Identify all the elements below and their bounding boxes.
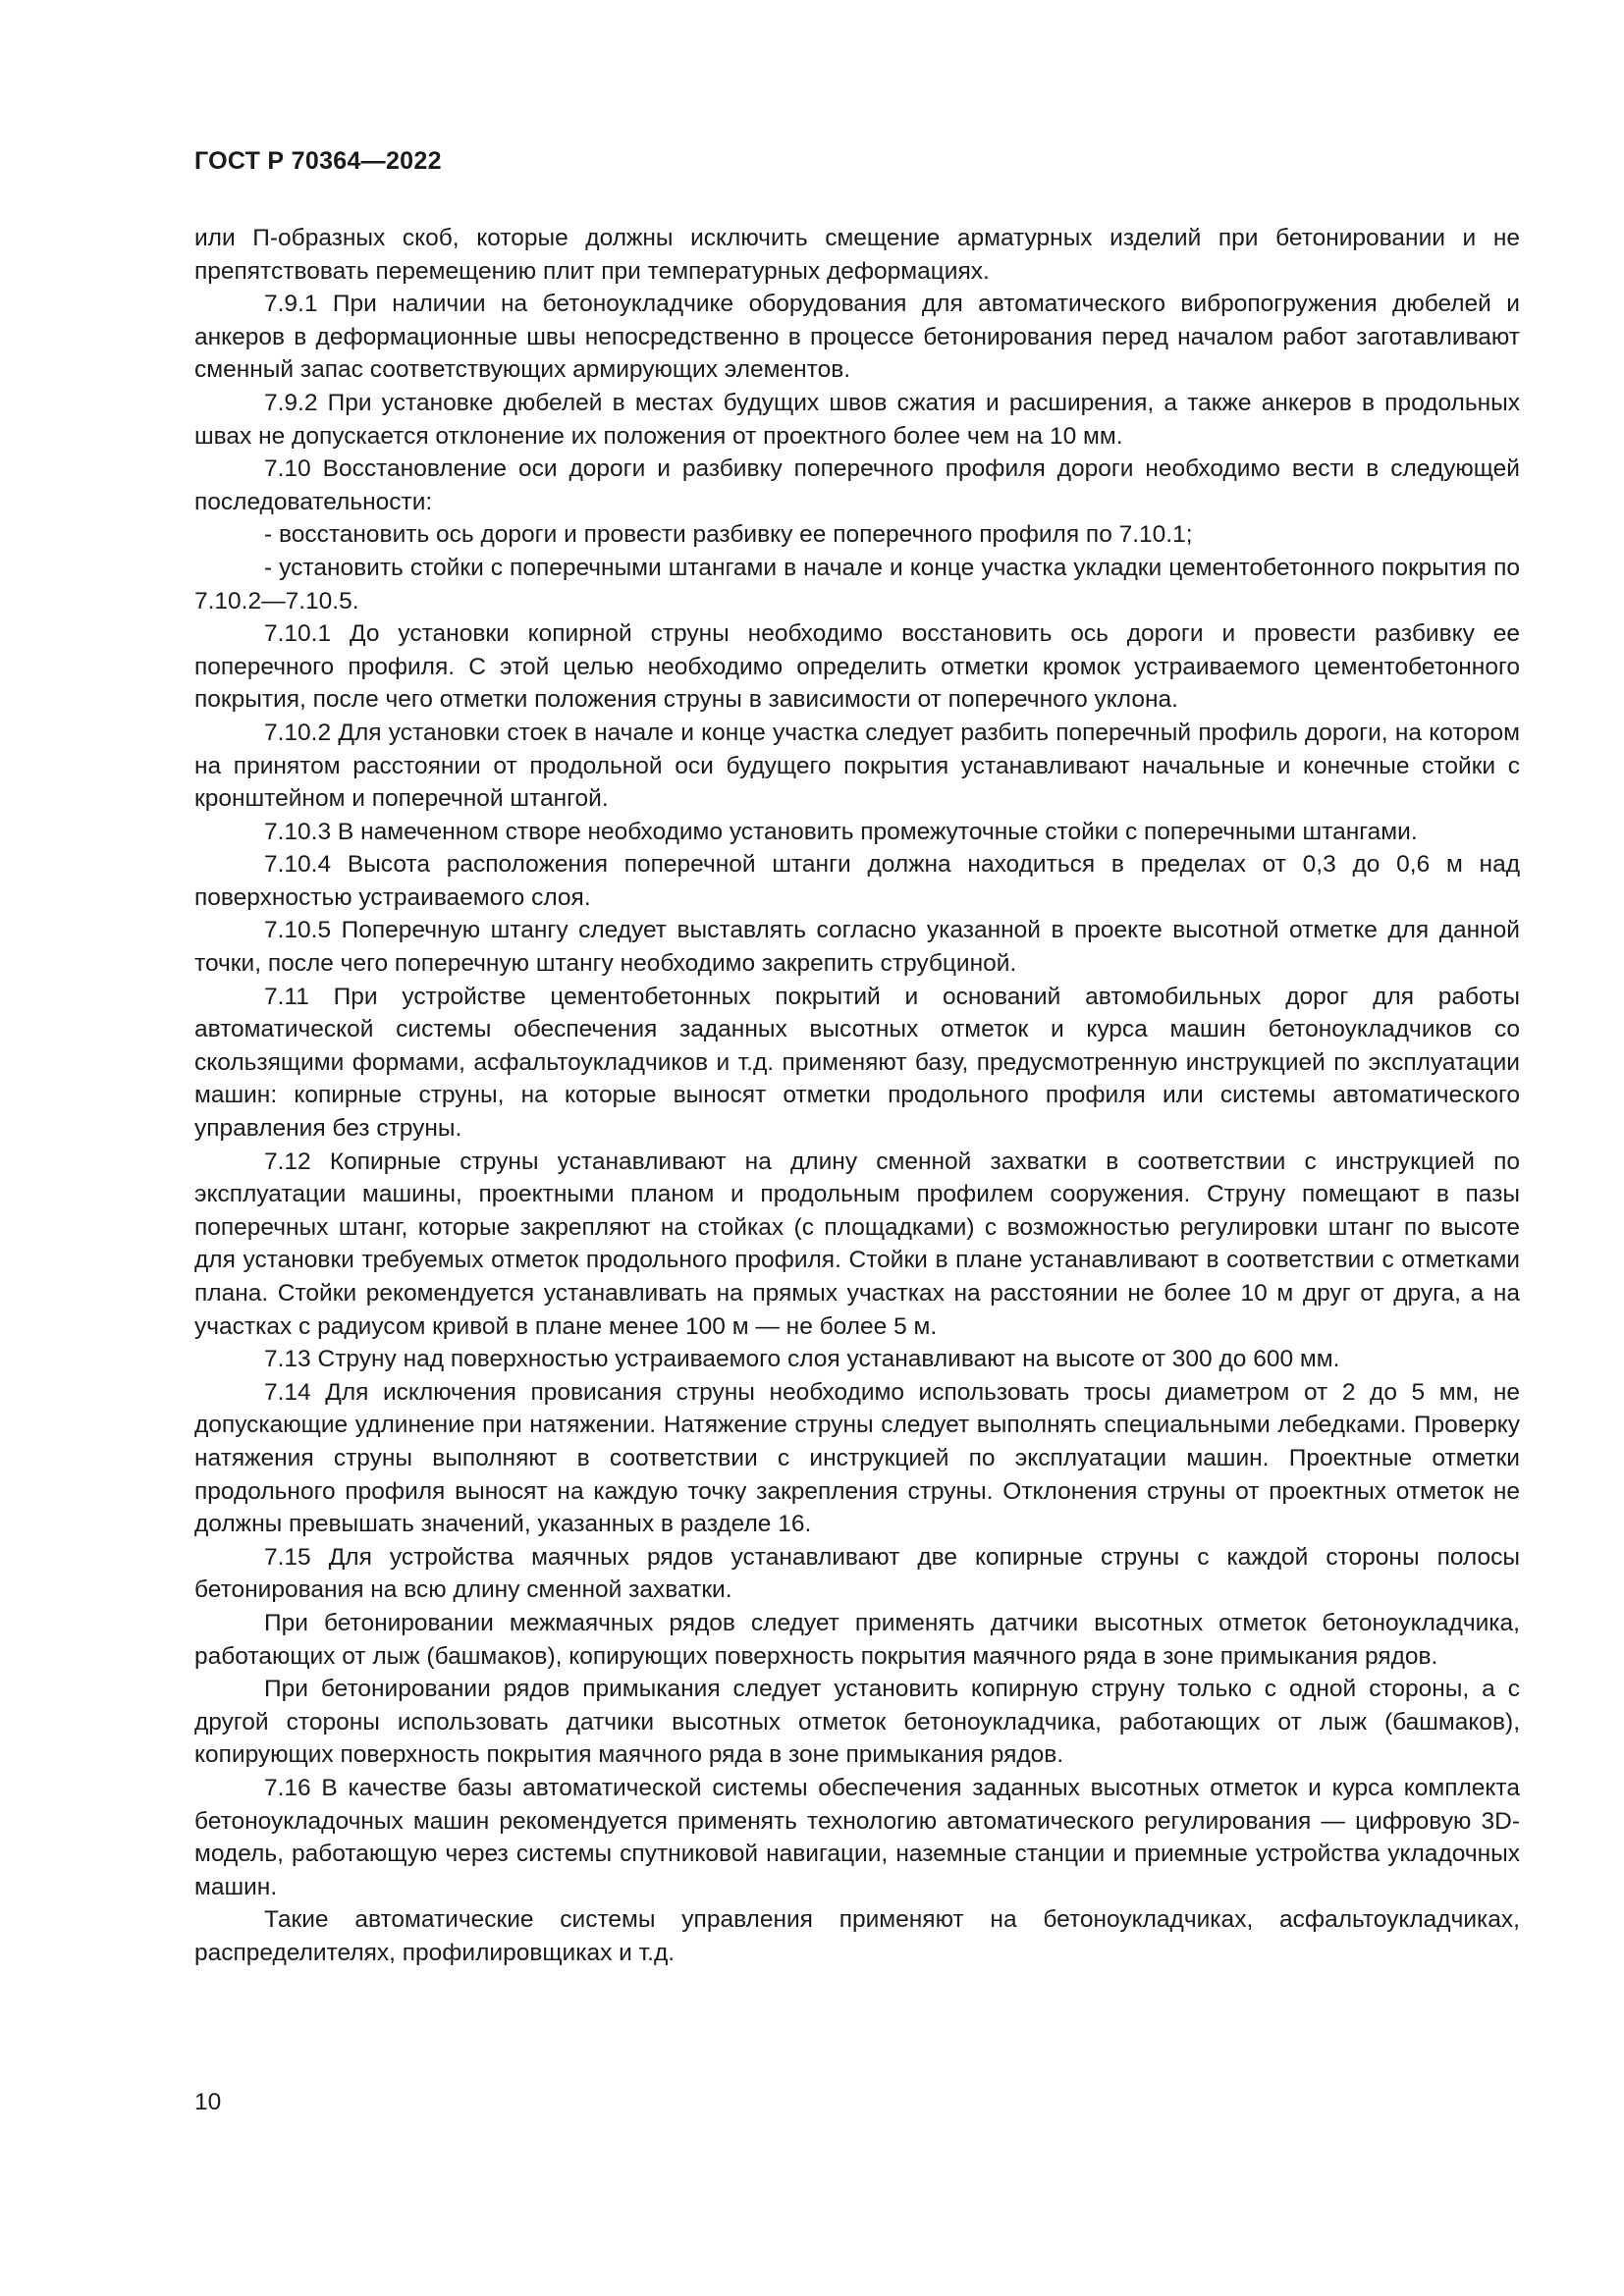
document-header: ГОСТ Р 70364—2022 [194, 147, 442, 175]
paragraph-continuation: или П-образных скоб, которые должны исключить смещение арматурных изделий при бетонировании и не препятствовать перемещению плит при температурных деформациях. [194, 225, 1520, 285]
paragraph: При бетонировании межмаячных рядов следует применять датчики высотных отметок бетоноукладчика, работающих от лыж (башмаков), копирующих поверхность покрытия маячного ряда в зоне примыкания рядов. [194, 1609, 1520, 1670]
paragraph-7-10-2: 7.10.2 Для установки стоек в начале и конце участка следует разбить поперечный профиль дороги, на котором на принятом расстоянии от продольной оси будущего покрытия устанавливают начальные и конечные стойки с кронштейном и поперечной штангой. [194, 719, 1520, 813]
document-body [194, 222, 1520, 1969]
paragraph: При бетонировании рядов примыкания следует установить копирную струну только с одной стороны, а с другой стороны использовать датчики высотных отметок бетоноукладчика, работающих от лыж (башмаков), копирующих поверхность покрытия маячного ряда в зоне примыкания рядов. [194, 1676, 1520, 1769]
paragraph-7-14: 7.14 Для исключения провисания струны необходимо использовать тросы диаметром от 2 до 5 мм, не допускающие удлинение при натяжении. Натяжение струны следует выполнять специальными лебедками. Проверку натяжения струны выполняют в соответствии с инструкцией по эксплуатации машин. Проектные отметки продольного профиля выносят на каждую точку закрепления струны. Отклонения струны от проектных отметок не должны превышать значений, указанных в разделе 16. [194, 1378, 1520, 1538]
paragraph-7-11: 7.11 При устройстве цементобетонных покрытий и оснований автомобильных дорог для работы автоматической системы обеспечения заданных высотных отметок и курса машин бетоноукладчиков со скользящими формами, асфальтоукладчиков и т.д. применяют базу, предусмотренную инструкцией по эксплуатации машин: копирные струны, на которые выносят отметки продольного профиля или системы автоматического управления без струны. [194, 983, 1520, 1143]
paragraph-7-15: 7.15 Для устройства маячных рядов устанавливают две копирные струны с каждой стороны полосы бетонирования на всю длину сменной захватки. [194, 1543, 1520, 1604]
paragraph-7-12: 7.12 Копирные струны устанавливают на длину сменной захватки в соответствии с инструкцией по эксплуатации машины, проектными планом и продольным профилем сооружения. Струну помещают в пазы поперечных штанг, которые закрепляют на стойках (с площадками) с возможностью регулировки штанг по высоте для установки требуемых отметок продольного профиля. Стойки в плане устанавливают в соответствии с отметками плана. Стойки рекомендуется устанавливать на прямых участках на расстоянии не более 10 м друг от друга, а на участках с радиусом кривой в плане менее 100 м — не более 5 м. [194, 1148, 1520, 1340]
paragraph-7-10-3: 7.10.3 В намеченном створе необходимо установить промежуточные стойки с поперечными штангами. [264, 818, 1418, 845]
list-item: - восстановить ось дороги и провести разбивку ее поперечного профиля по 7.10.1; [264, 521, 1193, 549]
list-item: - установить стойки с поперечными штангами в начале и конце участка укладки цементобетонного покрытия по 7.10.2—7.10.5. [194, 554, 1520, 614]
paragraph-7-9-1: 7.9.1 При наличии на бетоноукладчике оборудования для автоматического вибропогружения дюбелей и анкеров в деформационные швы непосредственно в процессе бетонирования перед началом работ заготавливают сменный запас соответствующих армирующих элементов. [194, 291, 1520, 384]
paragraph-7-10: 7.10 Восстановление оси дороги и разбивку поперечного профиля дороги необходимо вести в следующей последовательности: [194, 455, 1520, 515]
page-number: 10 [194, 2089, 222, 2115]
paragraph: Такие автоматические системы управления применяют на бетоноукладчиках, асфальтоукладчиках, распределителях, профилировщиках и т.д. [194, 1906, 1520, 1966]
paragraph-7-13: 7.13 Струну над поверхностью устраиваемого слоя устанавливают на высоте от 300 до 600 мм. [264, 1346, 1340, 1373]
paragraph-7-10-4: 7.10.4 Высота расположения поперечной штанги должна находиться в пределах от 0,3 до 0,6 м над поверхностью устраиваемого слоя. [194, 851, 1520, 911]
paragraph-7-10-5: 7.10.5 Поперечную штангу следует выставлять согласно указанной в проекте высотной отметке для данной точки, после чего поперечную штангу необходимо закрепить струбциной. [194, 917, 1520, 978]
paragraph-7-16: 7.16 В качестве базы автоматической системы обеспечения заданных высотных отметок и курса комплекта бетоноукладочных машин рекомендуется применять технологию автоматического регулирования — цифровую 3D-модель, работающую через системы спутниковой навигации, наземные станции и приемные устройства укладочных машин. [194, 1774, 1520, 1900]
paragraph-7-9-2: 7.9.2 При установке дюбелей в местах будущих швов сжатия и расширения, а также анкеров в продольных швах не допускается отклонение их положения от проектного более чем на 10 мм. [194, 389, 1520, 450]
paragraph-7-10-1: 7.10.1 До установки копирной струны необходимо восстановить ось дороги и провести разбивку ее поперечного профиля. С этой целью необходимо определить отметки кромок устраиваемого цементобетонного покрытия, после чего отметки положения струны в зависимости от поперечного уклона. [194, 620, 1520, 714]
